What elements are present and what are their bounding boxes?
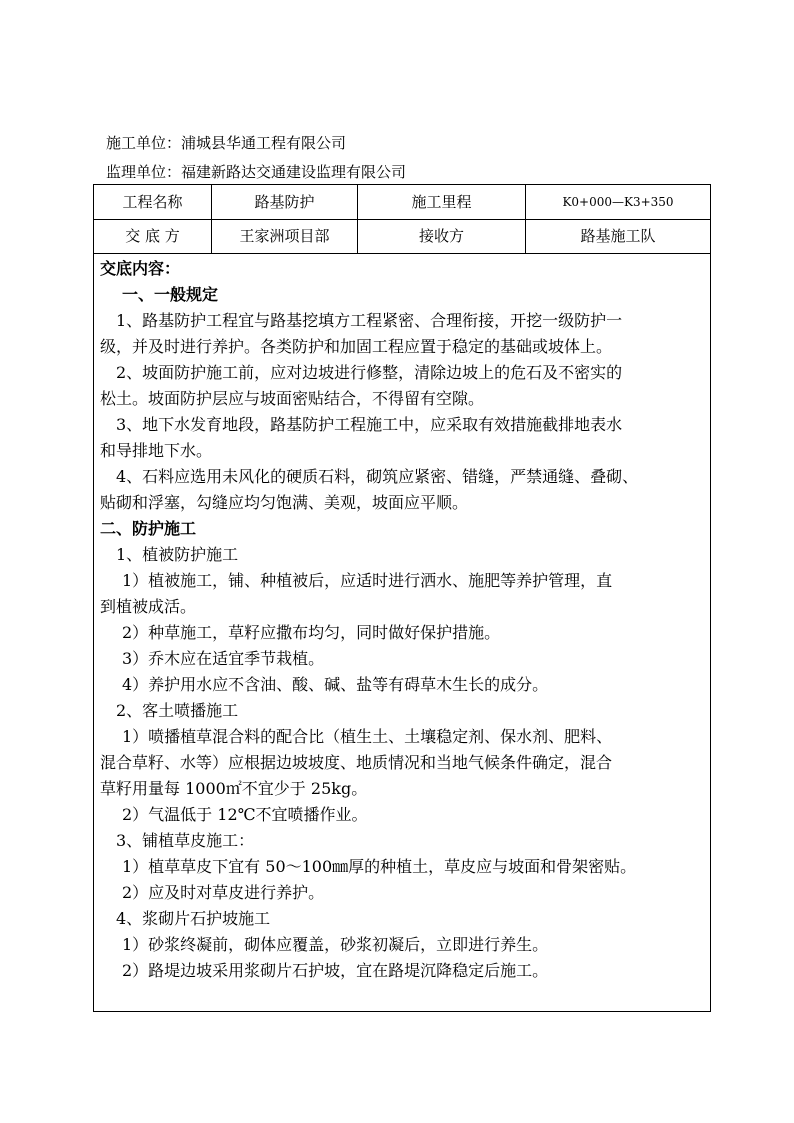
content-line: 1）喷播植草混合料的配合比（植生土、土壤稳定剂、保水剂、肥料、 [122, 727, 613, 746]
section-heading: 一、一般规定 [122, 285, 219, 304]
content-title: 交底内容： [100, 259, 181, 278]
content-line: 贴砌和浮塞，勾缝应均匀饱满、美观，坡面应平顺。 [100, 493, 469, 512]
content-line: 1、路基防护工程宜与路基挖填方工程紧密、合理衔接，开挖一级防护一 [116, 311, 623, 330]
content-line: 级，并及时进行养护。各类防护和加固工程应置于稳定的基础或坡体上。 [100, 337, 613, 356]
receiving-party-label: 接收方 [358, 219, 526, 253]
content-line: 2）路堤边坡采用浆砌片石护坡，宜在路堤沉降稳定后施工。 [122, 961, 549, 980]
disclosing-party-value: 王家洲项目部 [212, 219, 358, 253]
content-line: 1）植被施工，铺、种植被后，应适时进行洒水、施肥等养护管理，直 [122, 571, 613, 590]
content-line: 到植被成活。 [100, 597, 197, 616]
receiving-party-value: 路基施工队 [580, 227, 656, 245]
content-line: 3）乔木应在适宜季节栽植。 [122, 649, 325, 668]
content-line: 松土。坡面防护层应与坡面密贴结合，不得留有空隙。 [100, 389, 485, 408]
content-line: 2）种草施工，草籽应撒布均匀，同时做好保护措施。 [122, 623, 501, 642]
mileage-label: 施工里程 [358, 185, 526, 219]
project-name-value: 路基防护 [212, 185, 358, 219]
construction-unit: 施工单位：浦城县华通工程有限公司 [106, 134, 347, 152]
table-row [94, 185, 710, 220]
supervision-unit: 监理单位：福建新路达交通建设监理有限公司 [106, 163, 407, 181]
content-line: 3、地下水发育地段，路基防护工程施工中，应采取有效措施截排地表水 [116, 415, 623, 434]
content-line: 4）养护用水应不含油、酸、碱、盐等有碍草木生长的成分。 [122, 675, 549, 694]
content-line: 草籽用量每 1000㎡不宜少于 25kg。 [100, 779, 368, 798]
content-line: 2）应及时对草皮进行养护。 [122, 883, 325, 902]
content-line: 1、植被防护施工 [116, 545, 239, 564]
content-line: 1）砂浆终凝前，砌体应覆盖，砂浆初凝后，立即进行养生。 [122, 935, 549, 954]
disclosure-form [93, 184, 711, 1012]
content-line: 混合草籽、水等）应根据边坡坡度、地质情况和当地气候条件确定，混合 [100, 753, 613, 772]
content-line: 和导排地下水。 [100, 441, 213, 460]
content-line: 2、坡面防护施工前，应对边坡进行修整，清除边坡上的危石及不密实的 [116, 363, 623, 382]
section-heading: 二、防护施工 [100, 519, 197, 538]
content-line: 2）气温低于 12℃不宜喷播作业。 [122, 805, 368, 824]
project-name-label: 工程名称 [94, 185, 212, 219]
content-line: 2、客土喷播施工 [116, 701, 239, 720]
disclosing-party-label: 交 底 方 [94, 219, 212, 253]
content-line: 4、浆砌片石护坡施工 [116, 909, 271, 928]
mileage-value: K0+000—K3+350 [562, 195, 674, 209]
content-line: 3、铺植草皮施工： [116, 831, 255, 850]
content-line: 4、石料应选用未风化的硬质石料，砌筑应紧密、错缝，严禁通缝、叠砌、 [116, 467, 639, 486]
table-row [94, 219, 710, 254]
content-line: 1）植草草皮下宜有 50～100㎜厚的种植土，草皮应与坡面和骨架密贴。 [122, 857, 637, 876]
